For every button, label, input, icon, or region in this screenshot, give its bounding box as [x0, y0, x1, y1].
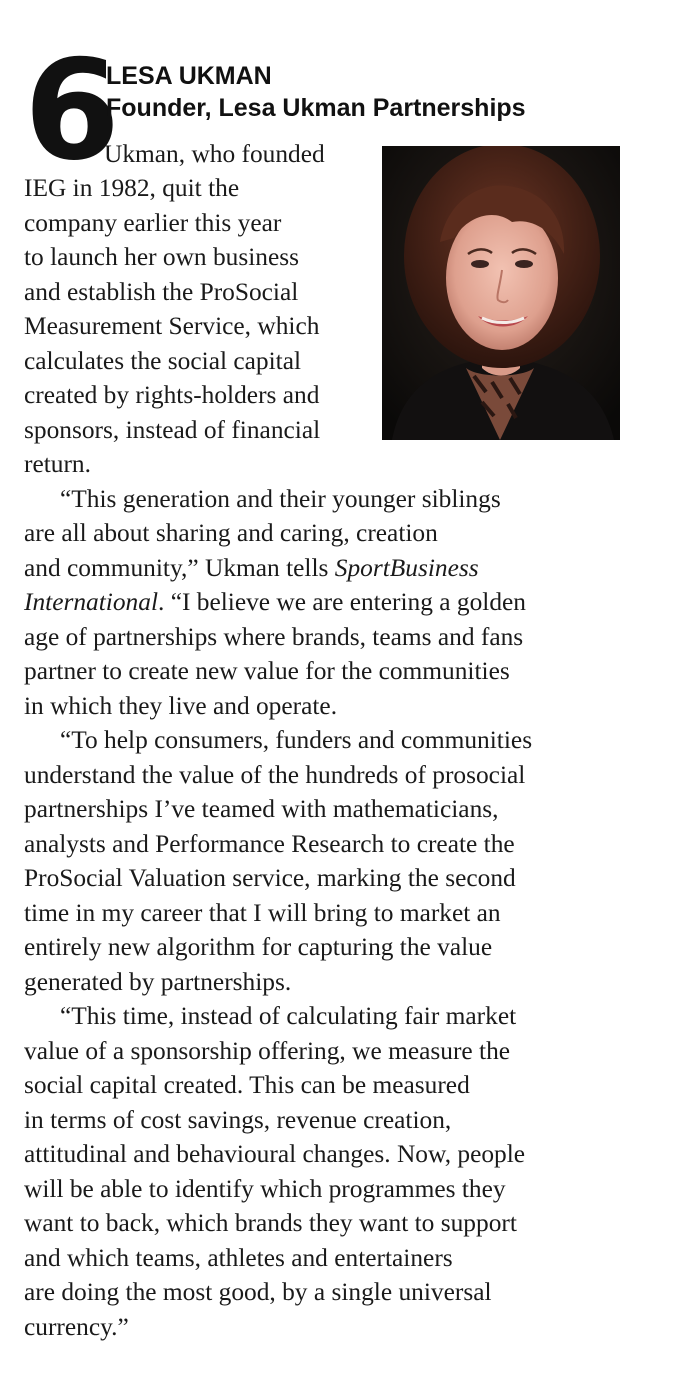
person-name: LESA UKMAN: [106, 62, 272, 90]
body-text: . “I believe we are entering a golden: [158, 588, 526, 616]
publication-name: SportBusiness: [334, 554, 479, 582]
body-line: will be able to identify which programmes they: [24, 1175, 506, 1203]
body-line: [24, 551, 479, 586]
body-line: and establish the ProSocial: [24, 278, 299, 306]
body-line: value of a sponsorship offering, we measure the: [24, 1037, 511, 1065]
body-line: company earlier this year: [24, 209, 282, 237]
portrait-photo: [382, 146, 620, 440]
rank-number: 6: [24, 30, 115, 191]
body-line: generated by partnerships.: [24, 968, 292, 996]
body-line: sponsors, instead of financial: [24, 416, 321, 444]
body-line: currency.”: [24, 1313, 129, 1341]
body-line: analysts and Performance Research to create the: [24, 830, 515, 858]
body-line: [24, 585, 526, 620]
body-line: return.: [24, 450, 91, 478]
body-line: partner to create new value for the communities: [24, 657, 510, 685]
body-line: “This time, instead of calculating fair market: [60, 1002, 517, 1030]
body-line: in terms of cost savings, revenue creation,: [24, 1106, 452, 1134]
body-line: time in my career that I will bring to market an: [24, 899, 501, 927]
body-line: created by rights-holders and: [24, 381, 320, 409]
body-line: social capital created. This can be measured: [24, 1071, 470, 1099]
body-line: in which they live and operate.: [24, 692, 338, 720]
body-line: IEG in 1982, quit the: [24, 174, 240, 202]
body-line: are doing the most good, by a single universal: [24, 1278, 492, 1306]
publication-name: International: [24, 588, 158, 616]
body-line: are all about sharing and caring, creation: [24, 519, 438, 547]
body-line: ProSocial Valuation service, marking the second: [24, 864, 516, 892]
body-line: Ukman, who founded: [104, 140, 325, 168]
body-line: to launch her own business: [24, 243, 300, 271]
body-line: age of partnerships where brands, teams and fans: [24, 623, 524, 651]
body-line: and which teams, athletes and entertainers: [24, 1244, 453, 1272]
person-role: Founder, Lesa Ukman Partnerships: [106, 94, 526, 122]
body-line: Measurement Service, which: [24, 312, 320, 340]
body-line: entirely new algorithm for capturing the value: [24, 933, 493, 961]
body-line: “To help consumers, funders and communities: [60, 726, 533, 754]
body-line: calculates the social capital: [24, 347, 302, 375]
body-line: want to back, which brands they want to support: [24, 1209, 517, 1237]
body-line: “This generation and their younger siblings: [60, 485, 501, 513]
body-line: attitudinal and behavioural changes. Now, people: [24, 1140, 526, 1168]
body-text: and community,” Ukman tells: [24, 554, 335, 582]
body-line: partnerships I’ve teamed with mathematicians,: [24, 795, 499, 823]
body-line: understand the value of the hundreds of prosocial: [24, 761, 526, 789]
